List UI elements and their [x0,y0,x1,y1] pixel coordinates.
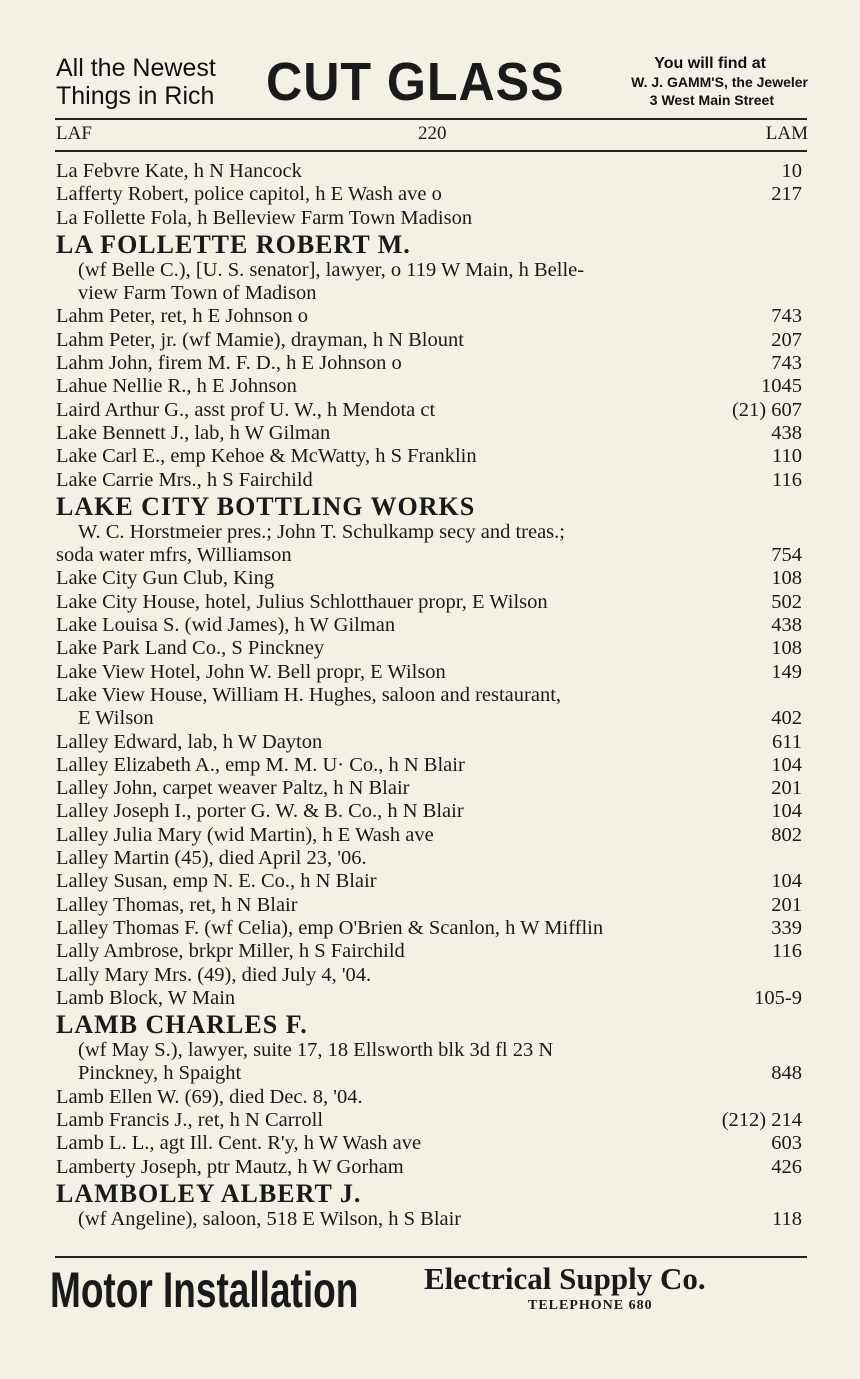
entry-text: Lamb Francis J., ret, h N Carroll [56,1108,324,1131]
ad-telephone: TELEPHONE 680 [528,1298,653,1313]
entry-text: W. C. Horstmeier pres.; John T. Schulkamp secy and treas.; [78,520,565,543]
entry-text: Lalley Susan, emp N. E. Co., h N Blair [56,870,377,893]
entry-text: Lamb Ellen W. (69), died Dec. 8, '04. [56,1085,363,1108]
entry-text: Lahm Peter, jr. (wf Mamie), drayman, h N Blount [56,328,464,351]
entry-number: 10 [781,160,802,182]
entry-number: 116 [772,940,802,963]
directory-entry [56,567,802,590]
directory-entry [56,305,802,328]
entry-number: 611 [772,730,802,753]
ad-tagline-line2: Things in Rich [56,82,215,110]
entry-text: Lafferty Robert, police capitol, h E Wash ave o [56,183,442,206]
entry-text: LAKE CITY BOTTLING WORKS [56,491,476,521]
directory-entry [56,964,802,987]
entry-number: 848 [771,1062,802,1085]
entry-number: 118 [772,1207,802,1230]
directory-entry [56,1156,802,1179]
directory-entry [56,1062,802,1085]
entry-text: Lamb Block, W Main [56,986,236,1009]
entry-number: 502 [771,590,802,613]
entry-text: Lake Carrie Mrs., h S Fairchild [56,468,313,491]
entry-text: Lahm Peter, ret, h E Johnson o [56,305,308,328]
bottom-advertisement [50,1262,810,1322]
directory-entry [56,469,802,492]
entry-number: 110 [772,445,802,468]
running-head [56,121,808,147]
entry-text: Lake Bennett J., lab, h W Gilman [56,421,331,444]
entry-heading [56,230,802,259]
directory-entry [56,1132,802,1155]
entry-number: 116 [772,468,802,491]
directory-entry [56,399,802,422]
directory-entry [56,894,802,917]
entry-number: 149 [771,660,802,683]
ad-jeweler-line2: W. J. GAMM'S, the Jeweler [631,74,808,90]
entry-text: Lalley Joseph I., porter G. W. & B. Co., h N Blair [56,800,464,823]
header-rule [55,150,807,152]
entry-text: Lake Carl E., emp Kehoe & McWatty, h S Franklin [56,445,477,468]
entry-number: 426 [771,1155,802,1178]
directory-entry [56,1208,802,1231]
guide-word-left: LAF [56,123,92,144]
entry-text: LAMBOLEY ALBERT J. [56,1178,362,1208]
entry-number: 802 [771,823,802,846]
entry-text: Lalley Thomas F. (wf Celia), emp O'Brien & Scanlon, h W Mifflin [56,916,604,939]
ad-electrical-supply: Electrical Supply Co. [424,1261,706,1296]
directory-entry [56,870,802,893]
directory-entry [56,707,802,730]
directory-entry [56,282,802,305]
entry-number: 438 [771,421,802,444]
entry-text: Lake View House, William H. Hughes, saloon and restaurant, [56,683,562,706]
directory-entry [56,1086,802,1109]
directory-entry [56,375,802,398]
entry-heading [56,1179,802,1208]
directory-entry [56,445,802,468]
directory-entry [56,521,802,544]
ad-motor-installation: Motor Installation [50,1262,359,1318]
entry-text: Lalley Martin (45), died April 23, '06. [56,847,367,870]
ad-tagline [56,54,216,110]
top-rule [55,118,807,120]
entry-heading [56,1010,802,1039]
ad-jeweler-line1: You will find at [654,55,766,72]
directory-entry [56,917,802,940]
entry-number: 743 [771,352,802,375]
entry-number: (21) 607 [731,398,802,421]
entry-text: Lamberty Joseph, ptr Mautz, h W Gorham [56,1155,404,1178]
directory-entry [56,847,802,870]
entry-text: Lake City Gun Club, King [56,567,275,590]
entry-text: Lalley Edward, lab, h W Dayton [56,730,323,753]
entry-text: Lally Mary Mrs. (49), died July 4, '04. [56,963,372,986]
directory-entry [56,329,802,352]
entry-text: La Follette Fola, h Belleview Farm Town Madison [56,206,473,229]
entry-text: Pinckney, h Spaight [78,1062,242,1085]
entry-text: (wf May S.), lawyer, suite 17, 18 Ellsworth blk 3d fl 23 N [78,1039,554,1062]
entry-text: Lalley Elizabeth A., emp M. M. U· Co., h N Blair [56,753,465,776]
guide-word-right: LAM [765,123,808,144]
directory-entry [56,824,802,847]
entry-text: Laird Arthur G., asst prof U. W., h Mendota ct [56,398,436,421]
entry-number: 201 [771,777,802,800]
directory-entry [56,591,802,614]
entry-text: Lake Louisa S. (wid James), h W Gilman [56,614,396,637]
directory-entry [56,637,802,660]
entry-number: 105-9 [754,986,802,1009]
directory-entry [56,207,802,230]
entry-text: Lalley Thomas, ret, h N Blair [56,893,298,916]
entry-number: 339 [771,916,802,939]
directory-entry [56,987,802,1010]
entry-number: 603 [771,1132,802,1155]
entry-text: LA FOLLETTE ROBERT M. [56,229,411,259]
entry-number: 743 [771,305,802,328]
entry-number: 108 [771,567,802,590]
entry-number: 438 [771,614,802,637]
page-number: 220 [418,123,447,144]
directory-entry [56,1109,802,1132]
ad-jeweler-info [631,54,808,109]
entry-text: Lalley John, carpet weaver Paltz, h N Blair [56,777,410,800]
entry-text: Lake City House, hotel, Julius Schlotthauer propr, E Wilson [56,590,548,613]
directory-entry [56,544,802,567]
directory-entry [56,777,802,800]
directory-entry [56,259,802,282]
entry-number: 1045 [761,375,802,398]
ad-headline: CUT GLASS [266,52,565,112]
directory-entry [56,614,802,637]
entry-text: (wf Belle C.), [U. S. senator], lawyer, o 119 W Main, h Belle- [78,258,585,281]
directory-entry [56,731,802,754]
top-advertisement [56,52,808,114]
entry-number: 104 [771,800,802,823]
entry-text: (wf Angeline), saloon, 518 E Wilson, h S Blair [78,1207,462,1230]
entry-number: 754 [771,544,802,567]
directory-entry [56,754,802,777]
directory-entry [56,1039,802,1062]
directory-entry [56,661,802,684]
directory-entry [56,684,802,707]
directory-entry [56,800,802,823]
directory-entry [56,183,802,206]
directory-entry [56,422,802,445]
entry-text: Lally Ambrose, brkpr Miller, h S Fairchild [56,940,405,963]
entry-text: Lahue Nellie R., h E Johnson [56,375,297,398]
entry-number: 207 [771,328,802,351]
entry-text: Lake Park Land Co., S Pinckney [56,637,325,660]
ad-tagline-line1: All the Newest [56,54,216,82]
directory-entry [56,940,802,963]
entry-number: 104 [771,753,802,776]
entry-text: LAMB CHARLES F. [56,1010,308,1040]
entry-number: 201 [771,893,802,916]
entry-text: Lahm John, firem M. F. D., h E Johnson o [56,352,402,375]
entry-number: 108 [771,637,802,660]
directory-listing [56,160,802,1231]
entry-number: 104 [771,870,802,893]
entry-heading [56,492,802,521]
entry-text: Lalley Julia Mary (wid Martin), h E Wash ave [56,823,434,846]
entry-number: 402 [771,707,802,730]
entry-text: E Wilson [78,707,154,730]
entry-text: Lake View Hotel, John W. Bell propr, E Wilson [56,660,446,683]
entry-text: soda water mfrs, Williamson [56,544,292,567]
entry-number: 217 [771,183,802,206]
entry-text: La Febvre Kate, h N Hancock [56,160,302,182]
entry-number: (212) 214 [721,1108,802,1131]
directory-entry [56,160,802,183]
entry-text: view Farm Town of Madison [78,282,317,305]
bottom-rule [55,1256,807,1258]
entry-text: Lamb L. L., agt Ill. Cent. R'y, h W Wash ave [56,1132,422,1155]
ad-jeweler-line3: 3 West Main Street [649,92,774,108]
directory-entry [56,352,802,375]
